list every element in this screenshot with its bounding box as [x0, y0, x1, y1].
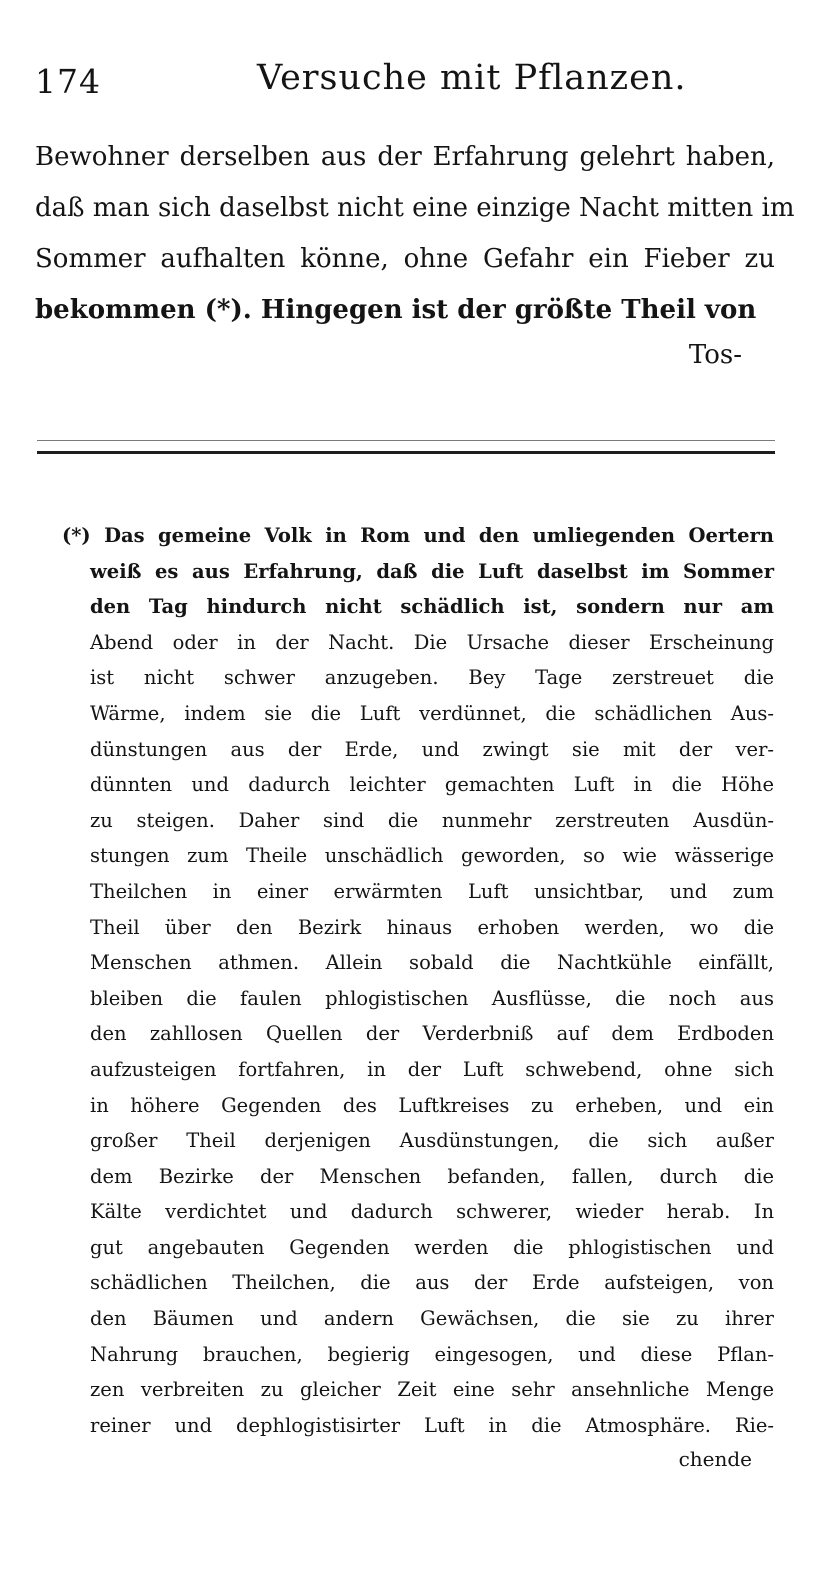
footnote-line: aufzusteigen fortfahren, in der Luft schwebend, ohne sich	[90, 1057, 774, 1081]
footnote-line: dünstungen aus der Erde, und zwingt sie mit der ver-	[90, 737, 774, 761]
footnote-line: Wärme, indem sie die Luft verdünnet, die schädlichen Aus-	[90, 701, 774, 725]
footnote-line: gut angebauten Gegenden werden die phlogistischen und	[90, 1235, 774, 1259]
main-text-line: bekommen (*). Hingegen ist der größte Theil von	[35, 295, 757, 325]
footnote-line: Menschen athmen. Allein sobald die Nachtkühle einfällt,	[90, 951, 774, 975]
footnote-line: Abend oder in der Nacht. Die Ursache dieser Erscheinung	[90, 630, 774, 654]
footnote-line: weiß es aus Erfahrung, daß die Luft daselbst im Sommer	[90, 559, 774, 583]
footnote-line: Kälte verdichtet und dadurch schwerer, wieder herab. In	[90, 1200, 774, 1224]
page-number: 174	[35, 62, 101, 101]
footnote-line: in höhere Gegenden des Luftkreises zu erheben, und ein	[90, 1093, 774, 1117]
footnote-line: (*) Das gemeine Volk in Rom und den umliegenden Oertern	[62, 524, 774, 547]
footnote-line: dünnten und dadurch leichter gemachten Luft in die Höhe	[90, 773, 774, 797]
footnote-line: zen verbreiten zu gleicher Zeit eine sehr ansehnliche Menge	[90, 1378, 774, 1402]
main-text-line: Bewohner derselben aus der Erfahrung gelehrt haben,	[35, 142, 775, 172]
footnote-line: reiner und dephlogistisirter Luft in die Atmosphäre. Rie-	[90, 1413, 774, 1437]
footnote-line: Theil über den Bezirk hinaus erhoben werden, wo die	[90, 915, 774, 939]
footnote-line: zu steigen. Daher sind die nunmehr zerstreuten Ausdün-	[90, 808, 774, 832]
footnote-separator-thin	[37, 440, 775, 441]
footnote-line: bleiben die faulen phlogistischen Ausflüsse, die noch aus	[90, 986, 774, 1010]
footnote-line: schädlichen Theilchen, die aus der Erde aufsteigen, von	[90, 1271, 774, 1295]
footnote-line: den zahllosen Quellen der Verderbniß auf dem Erdboden	[90, 1022, 774, 1046]
page-header	[35, 58, 775, 106]
running-head: Versuche mit Pflanzen.	[257, 58, 687, 98]
footnote-line: den Tag hindurch nicht schädlich ist, sondern nur am	[90, 595, 774, 619]
main-text-line: daß man sich daselbst nicht eine einzige Nacht mitten im	[35, 193, 795, 223]
footnote-line: Nahrung brauchen, begierig eingesogen, und diese Pflan-	[90, 1342, 774, 1366]
footnote-line: den Bäumen und andern Gewächsen, die sie zu ihrer	[90, 1307, 774, 1331]
footnote-line: ist nicht schwer anzugeben. Bey Tage zerstreuet die	[90, 666, 774, 690]
footnote-line: dem Bezirke der Menschen befanden, fallen, durch die	[90, 1164, 774, 1188]
main-text-block	[35, 132, 795, 336]
main-catchword: Tos-	[688, 340, 742, 370]
footnote-catchword: chende	[678, 1447, 752, 1471]
footnote-separator	[37, 451, 775, 454]
footnote-line: Theilchen in einer erwärmten Luft unsichtbar, und zum	[90, 879, 774, 903]
footnote-line: großer Theil derjenigen Ausdünstungen, die sich außer	[90, 1129, 774, 1153]
footnote-block	[62, 518, 774, 1443]
main-text-line: Sommer aufhalten könne, ohne Gefahr ein Fieber zu	[35, 244, 775, 274]
footnote-line: stungen zum Theile unschädlich geworden, so wie wässerige	[90, 844, 774, 868]
